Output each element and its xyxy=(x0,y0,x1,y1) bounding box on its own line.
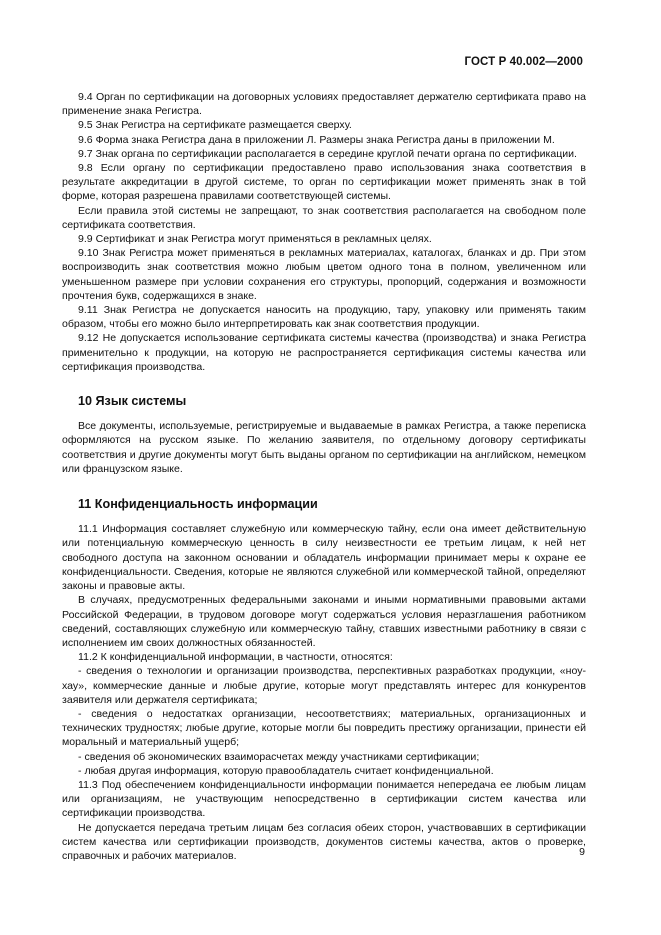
paragraph-9-12: 9.12 Не допускается использование сертификата системы качества (производства) и знака Регистра применительно к продукции, на которую не распространяется сертификация системы качества или сертификация производства. xyxy=(62,332,586,373)
paragraph-9-7: 9.7 Знак органа по сертификации располагается в середине круглой печати органа по сертификации. xyxy=(78,147,577,160)
list-item: - любая другая информация, которую правообладатель считает конфиденциальной. xyxy=(78,764,494,777)
paragraph-9-8-continued: Если правила этой системы не запрещают, то знак соответствия располагается на свободном поле сертификата соответствия. xyxy=(62,204,586,231)
list-item: - сведения о недостатках организации, несоответствиях; материальных, организационных и технических трудностях; любые другие, которые могли бы повредить престижу организации, принести ей моральный и материальный ущерб; xyxy=(62,707,586,749)
list-item: - сведения о технологии и организации производства, перспективных разработках продукции, «ноу-хау», коммерческие данные и любые другие, которые могут представлять интерес для конкурентов заявителя или держателя сертификата; xyxy=(62,665,586,706)
page-number: 9 xyxy=(579,846,585,858)
paragraph-9-5: 9.5 Знак Регистра на сертификате размещается сверху. xyxy=(78,119,352,132)
paragraph-10: Все документы, используемые, регистрируемые и выдаваемые в рамках Регистра, а также переписка оформляются на русском языке. По желанию заявителя, по отдельному договору сертификаты соответствия и другие документы могут быть выданы органом по сертификации на английском, немецком или французском языке. xyxy=(62,420,586,475)
section-11-heading: 11 Конфиденциальность информации xyxy=(78,497,318,512)
paragraph-11-3-continued: Не допускается передача третьим лицам без согласия обеих сторон, участвовавших в сертификации систем качества или сертификации производств, документов системы качества, актов о проверке, справочных и рабочих материалов. xyxy=(62,821,586,862)
paragraph-9-8: 9.8 Если органу по сертификации предоставлено право использования знака соответствия в результате аккредитации в другой системе, то орган по сертификации может применять знак в той форме, которая разрешена правилами соответствующей системы. xyxy=(62,162,586,203)
paragraph-11-3: 11.3 Под обеспечением конфиденциальности информации понимается непередача ее любым лицам или организациям, не участвующим непосредственно в сертификации систем качества или сертификации производства. xyxy=(62,778,586,820)
list-item: - сведения об экономических взаиморасчетах между участниками сертификации; xyxy=(78,750,480,763)
page-content xyxy=(62,90,586,863)
paragraph-9-9: 9.9 Сертификат и знак Регистра могут применяться в рекламных целях. xyxy=(78,233,432,246)
paragraph-9-11: 9.11 Знак Регистра не допускается наносить на продукцию, тару, упаковку или применять таким образом, чтобы его можно было интерпретировать как знак соответствия продукции. xyxy=(62,304,586,331)
section-10-heading: 10 Язык системы xyxy=(78,394,187,409)
paragraph-9-4: 9.4 Орган по сертификации на договорных условиях предоставляет держателю сертификата право на применение знака Регистра. xyxy=(62,91,586,118)
paragraph-9-6: 9.6 Форма знака Регистра дана в приложении Л. Размеры знака Регистра даны в приложении М. xyxy=(78,133,555,146)
paragraph-11-1-continued: В случаях, предусмотренных федеральными законами и иными нормативными правовыми актами Российской Федерации, в трудовом договоре могут содержаться условия неразглашения работником сведений, составляющих служебную или коммерческую тайну, ставших известными работнику в связи с исполнением им своих должностных обязанностей. xyxy=(62,594,586,649)
paragraph-11-2: 11.2 К конфиденциальной информации, в частности, относятся: xyxy=(78,651,393,664)
standard-designation: ГОСТ Р 40.002—2000 xyxy=(464,56,583,68)
paragraph-11-1: 11.1 Информация составляет служебную или коммерческую тайну, если она имеет действительную или потенциальную коммерческую ценность в силу неизвестности ее третьим лицам, к ней нет свободного доступа на законном основании и обладатель информации принимает меры к охране ее конфиденциальности. Сведения, которые не являются служебной или коммерческой тайной, определяют законы и правовые акты. xyxy=(62,523,586,593)
paragraph-9-10: 9.10 Знак Регистра может применяться в рекламных материалах, каталогах, бланках и др. При этом воспроизводить знак соответствия можно любым цветом одного тона в полном, увеличенном или уменьшенном размере при условии сохранения его структуры, пропорций, содержания и возможности прочтения букв, содержащихся в знаке. xyxy=(62,247,586,302)
